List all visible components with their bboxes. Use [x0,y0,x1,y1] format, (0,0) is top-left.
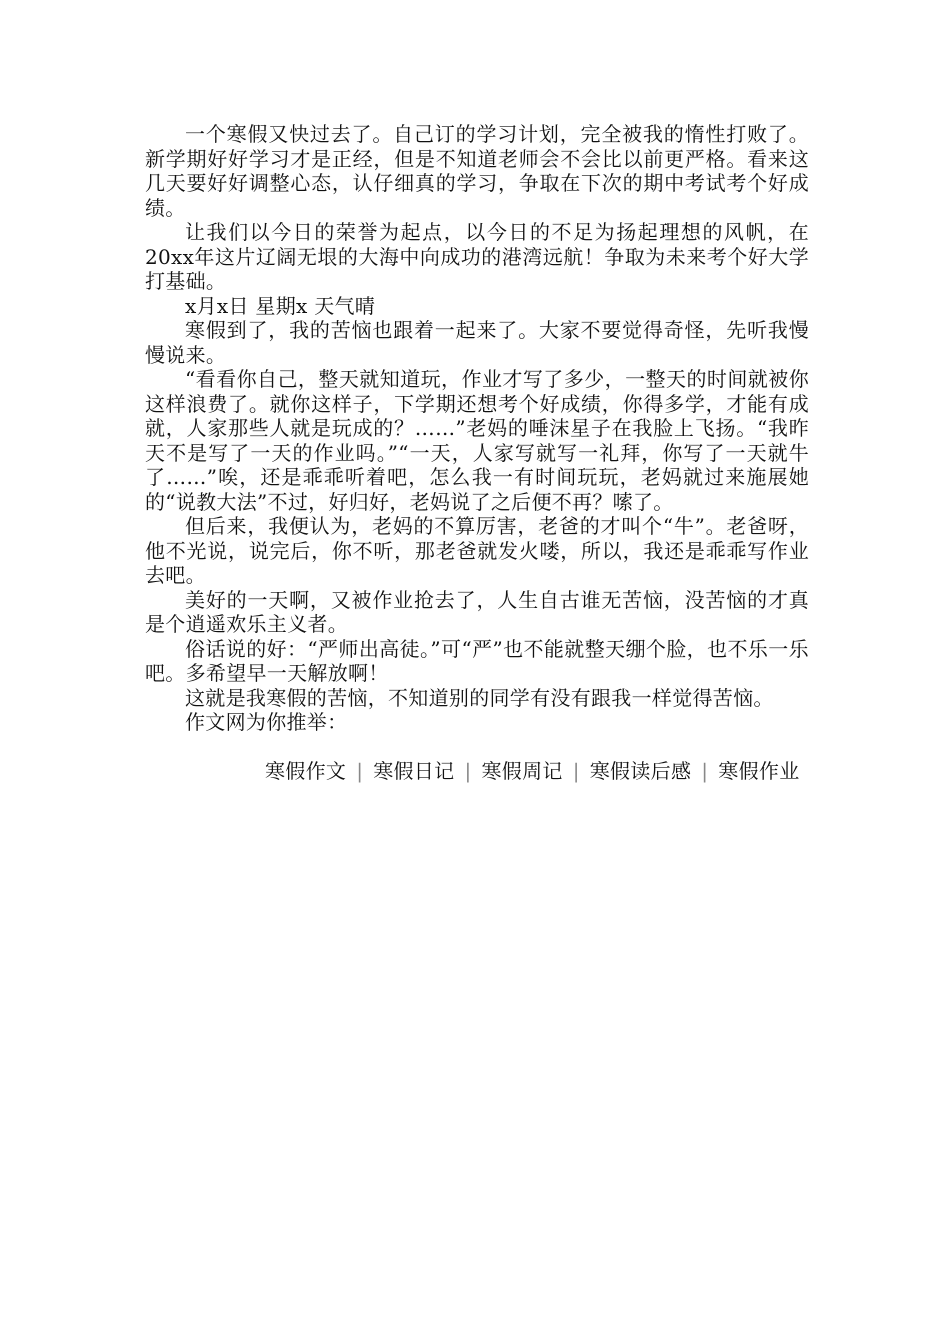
paragraph-8: 这就是我寒假的苦恼，不知道别的同学有没有跟我一样觉得苦恼。 [185,685,774,710]
paragraph-5: 但后来，我便认为，老妈的不算厉害，老爸的才叫个“牛”。老爸呀，他不光说，说完后，你不听，那老爸就发火喽，所以，我还是乖乖写作业去吧。 [145,514,809,587]
link-winter-weekly[interactable]: 寒假周记 [481,759,563,783]
link-separator: | [572,759,580,783]
link-separator: | [356,759,364,783]
paragraph-1: 一个寒假又快过去了。自己订的学习计划，完全被我的惰性打败了。新学期好好学习才是正经，但是不知道老师会不会比以前更严格。看来这几天要好好调整心态，认仔细真的学习，争取在下次的期中考试考个好成绩。 [145,122,809,220]
recommend-links [145,759,809,784]
recommend-intro: 作文网为你推举： [185,710,348,734]
link-separator: | [464,759,472,783]
link-winter-reading[interactable]: 寒假读后感 [589,759,692,783]
blank-line [145,735,809,760]
date-line: x月x日 星期x 天气晴 [185,293,376,318]
paragraph-3: 寒假到了，我的苦恼也跟着一起来了。大家不要觉得奇怪，先听我慢慢说来。 [145,318,809,367]
link-winter-homework[interactable]: 寒假作业 [718,759,800,783]
paragraph-4: “看看你自己，整天就知道玩，作业才写了多少，一整天的时间就被你这样浪费了。就你这样子，下学期还想考个好成绩，你得多学，才能有成就，人家那些人就是玩成的？……”老妈的唾沫星子在我脸上飞扬。“我昨天不是写了一天的作业吗。”“一天，人家写就写一礼拜，你写了一天就牛了……”唉，还是乖乖听着吧，怎么我一有时间玩玩，老妈就过来施展她的“说教大法”不过，好归好，老妈说了之后便不再？嗦了。 [145,367,809,514]
paragraph-6: 美好的一天啊，又被作业抢去了，人生自古谁无苦恼，没苦恼的才真是个逍遥欢乐主义者。 [145,587,809,636]
paragraph-7: 俗话说的好：“严师出高徒。”可“严”也不能就整天绷个脸，也不乐一乐吧。多希望早一天解放啊！ [145,636,809,685]
paragraph-2: 让我们以今日的荣誉为起点，以今日的不足为扬起理想的风帆，在20xx年这片辽阔无垠的大海中向成功的港湾远航！争取为未来考个好大学打基础。 [145,220,809,293]
link-winter-diary[interactable]: 寒假日记 [373,759,455,783]
link-separator: | [701,759,709,783]
link-winter-essay[interactable]: 寒假作文 [265,759,347,783]
article-body [145,122,809,784]
